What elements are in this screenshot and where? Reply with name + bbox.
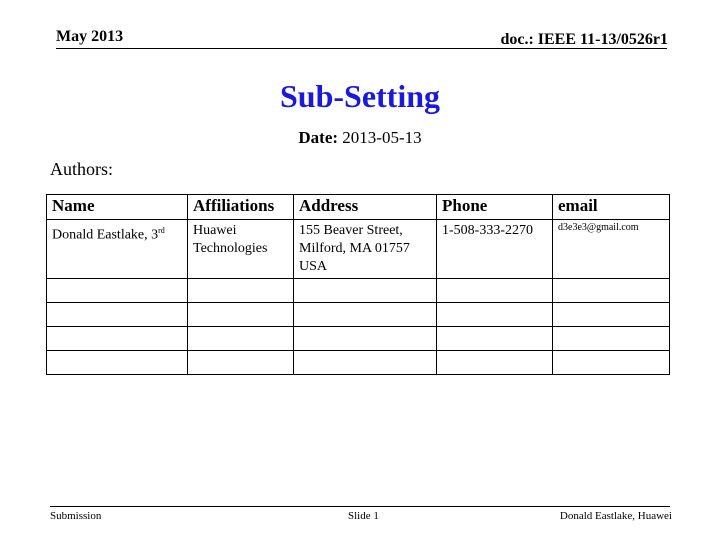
empty-cell [294, 327, 437, 351]
author-name-suffix: rd [158, 226, 165, 235]
affiliation-line: Technologies [193, 241, 268, 256]
author-name-cell [47, 220, 188, 279]
slide-title: Sub-Setting [279, 78, 441, 114]
date-value: 2013-05-13 [342, 128, 422, 147]
column-header-affiliations: Affiliations [188, 195, 294, 220]
authors-table [46, 194, 670, 375]
column-header-phone: Phone [437, 195, 553, 220]
address-line: 155 Beaver Street, [299, 223, 403, 238]
empty-cell [47, 351, 188, 375]
column-header-email: email [553, 195, 670, 220]
date-label: Date: [298, 128, 339, 147]
date-line [0, 128, 720, 148]
empty-cell [437, 303, 553, 327]
header-divider [56, 48, 667, 49]
footer-submission: Submission [50, 510, 102, 522]
footer-slide-number: Slide 1 [348, 510, 379, 522]
author-email: d3e3e3@gmail.com [558, 222, 639, 233]
address-line: Milford, MA 01757 [299, 241, 410, 256]
empty-cell [188, 279, 294, 303]
empty-cell [47, 303, 188, 327]
affiliation-line: Huawei [193, 223, 237, 238]
empty-cell [553, 303, 670, 327]
empty-cell [437, 279, 553, 303]
author-address-cell [294, 220, 437, 279]
empty-cell [47, 279, 188, 303]
footer-divider [50, 506, 670, 507]
table-row-empty [47, 303, 670, 327]
table-header-row [47, 195, 670, 220]
empty-cell [553, 327, 670, 351]
empty-cell [188, 327, 294, 351]
empty-cell [188, 351, 294, 375]
empty-cell [188, 303, 294, 327]
author-email-cell [553, 220, 670, 279]
author-name: Donald Eastlake, 3 [52, 227, 159, 243]
header-date: May 2013 [56, 28, 124, 45]
empty-cell [294, 279, 437, 303]
empty-cell [437, 327, 553, 351]
empty-cell [553, 351, 670, 375]
header-doc-id: doc.: IEEE 11-13/0526r1 [500, 31, 668, 48]
column-header-address: Address [294, 195, 437, 220]
empty-cell [553, 279, 670, 303]
address-line: USA [299, 259, 328, 274]
empty-cell [294, 351, 437, 375]
table-row-empty [47, 279, 670, 303]
table-row [47, 220, 670, 279]
empty-cell [47, 327, 188, 351]
table-row-empty [47, 351, 670, 375]
author-affiliation-cell [188, 220, 294, 279]
column-header-name: Name [47, 195, 188, 220]
empty-cell [294, 303, 437, 327]
author-phone: 1-508-333-2270 [437, 220, 553, 279]
empty-cell [437, 351, 553, 375]
table-row-empty [47, 327, 670, 351]
footer-author: Donald Eastlake, Huawei [559, 510, 672, 522]
authors-label: Authors: [50, 159, 113, 179]
